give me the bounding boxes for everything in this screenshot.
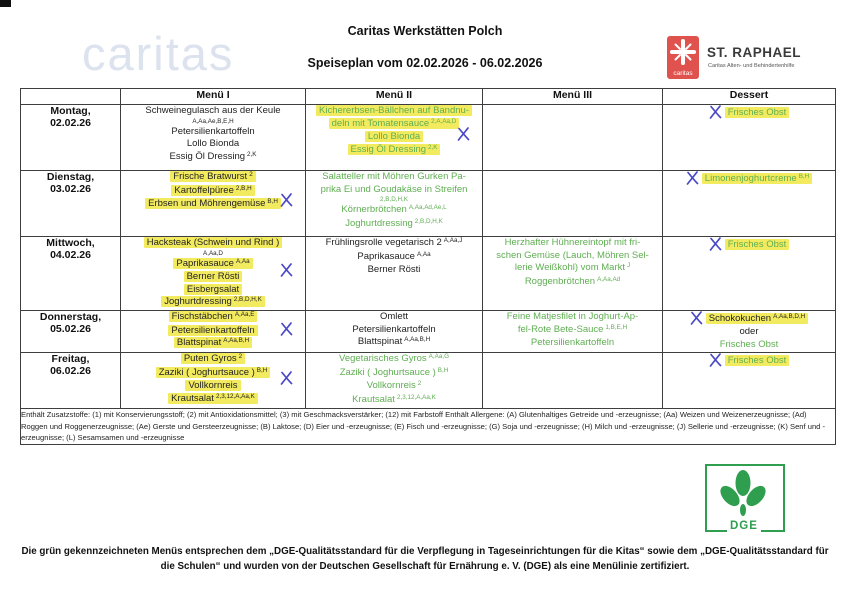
menu-line [306, 324, 482, 337]
menu-item-text: Vollkornreis [185, 380, 240, 391]
menu-line [663, 105, 835, 119]
allergen-codes: A,Aa,Ae,B,E,H [192, 117, 234, 125]
menu-ii-cell [306, 311, 483, 353]
allergen-codes: A,Aa [416, 250, 431, 258]
day-date: 02.02.26 [50, 117, 91, 129]
menu-line [121, 198, 305, 212]
menu-item-text: Salatteller mit Möhren Gurken Pa- [322, 171, 466, 182]
menu-line [663, 311, 835, 326]
menu-line [121, 367, 305, 381]
menu-line [483, 337, 662, 350]
allergen-codes: 1,B,E,H [605, 323, 628, 331]
menu-line [306, 394, 482, 408]
menu-i-cell [121, 171, 306, 237]
menu-item-text: Kichererbsen-Bällchen auf Bandnu- [316, 105, 472, 116]
menu-i-cell [121, 311, 306, 353]
dge-certification-note: Die grün gekennzeichneten Menüs entsprechen dem „DGE-Qualitätsstandard für die Verpflegung in Tageseinrichtungen für die Kitas“ sowie dem „DGE-Qualitätsstandard für die Schulen“ und wurden von der Deutschen Gesellschaft für Ernährung e. V. (DGE) als eine Menülinie zertifiziert. [21, 546, 829, 572]
allergen-codes: 2,B,D,H,K [414, 217, 443, 225]
menu-line [121, 380, 305, 393]
menu-line [306, 171, 482, 184]
allergen-codes: 2,3,12,A,Aa,K [396, 393, 436, 401]
menu-item-text: Feine Matjesfilet in Joghurt-Ap- [506, 311, 639, 322]
day-cell [21, 353, 121, 409]
menu-item-text: Petersilienkartoffeln [530, 337, 615, 348]
menu-line [306, 380, 482, 394]
menu-line [306, 353, 482, 367]
menu-line [121, 237, 305, 250]
menu-item-text: Frisches Obst [719, 338, 779, 350]
menu-item-text: Petersilienkartoffeln [168, 325, 257, 336]
menu-line [121, 258, 305, 272]
day-name: Donnerstag, [39, 311, 102, 323]
caritas-flame-icon [667, 36, 699, 79]
day-date: 06.02.26 [50, 365, 91, 377]
dessert-cell [663, 171, 836, 237]
menu-line [121, 271, 305, 284]
speiseplan-table-wrap [20, 88, 836, 445]
dge-label: DGE [727, 520, 761, 532]
menu-line [306, 264, 482, 277]
menu-line [121, 393, 305, 407]
menu-item-text: Schokokuchen $^{A,Aa,B,D,H}$ [706, 313, 809, 324]
menu-item-text: Herzhafter Hühnereintopf mit fri- [504, 237, 641, 248]
day-name: Freitag, [51, 353, 90, 365]
menu-line [121, 337, 305, 351]
menu-line [306, 311, 482, 324]
menu-line [121, 296, 305, 310]
day-date: 05.02.26 [50, 323, 91, 335]
menu-line [306, 336, 482, 350]
menu-item-text: Omlett [380, 311, 408, 322]
menu-item-text: Erbsen und Möhrengemüse $^{B,H}$ [145, 198, 281, 209]
header-row [21, 89, 836, 105]
menu-item-text: Frisches Obst [725, 239, 790, 250]
dessert-cell [663, 237, 836, 311]
table-row [21, 171, 836, 237]
day-date: 03.02.26 [50, 183, 91, 195]
day-name: Dienstag, [46, 171, 95, 183]
column-header: Menü I [121, 89, 306, 105]
menu-line [121, 311, 305, 325]
allergen-codes: A,Aa,G [428, 353, 449, 360]
handwritten-x-mark [709, 107, 722, 118]
handwritten-x-mark [457, 127, 470, 141]
column-header: Menü III [483, 89, 663, 105]
column-header [21, 89, 121, 105]
menu-item-text: Zaziki ( Joghurtsauce ) $^{B,H}$ [339, 366, 449, 378]
menu-item-text: Vollkornreis $^2$ [366, 380, 422, 391]
menu-line [121, 151, 305, 165]
day-date: 04.02.26 [50, 249, 91, 261]
day-cell [21, 311, 121, 353]
handwritten-x-mark [280, 193, 293, 207]
table-row [21, 311, 836, 353]
menu-item-text: Puten Gyros $^2$ [181, 353, 245, 364]
table-row [21, 237, 836, 311]
menu-item-text: Eisbergsalat [184, 284, 242, 295]
dge-logo [703, 462, 791, 542]
menu-line [121, 118, 305, 126]
menu-i-cell [121, 237, 306, 311]
menu-ii-cell [306, 353, 483, 409]
menu-line [121, 284, 305, 297]
allergen-codes: B,H [256, 366, 268, 374]
handwritten-x-mark [690, 313, 703, 324]
menu-item-text: lerie Weißkohl) vom Markt $^J$ [514, 262, 631, 273]
menu-line [121, 138, 305, 151]
menu-line [306, 131, 482, 144]
caritas-watermark: caritas [82, 27, 235, 80]
menu-line [121, 105, 305, 118]
allergen-codes: 2 [249, 171, 253, 178]
allergen-codes: B,H [267, 198, 278, 205]
menu-line [663, 326, 835, 339]
menu-item-text: Essig Öl Dressing $^{2,K}$ [169, 150, 257, 162]
allergen-codes: A,Aa,B,D,H [773, 312, 806, 320]
menu-line [121, 171, 305, 185]
day-cell [21, 171, 121, 237]
menu-line [483, 250, 662, 263]
handwritten-x-mark [280, 371, 293, 385]
column-header: Menü II [306, 89, 483, 105]
menu-item-text: Frische Bratwurst $^2$ [170, 171, 255, 182]
day-name: Montag, [50, 105, 91, 117]
menu-item-text: Lollo Bionda [365, 131, 423, 142]
menu-line [121, 325, 305, 338]
allergen-codes: B,H [798, 172, 810, 180]
allergen-codes: A,Aa,D [203, 249, 223, 257]
menu-item-text: Joghurtdressing $^{2,B,D,H,K}$ [161, 296, 265, 307]
allergen-codes: 2,B,D,H,K [233, 296, 262, 303]
menu-iii-cell [483, 311, 663, 353]
table-row [21, 353, 836, 409]
menu-line [663, 353, 835, 367]
menu-item-text: fel-Rote Bete-Sauce $^{1,B,E,H}$ [517, 323, 628, 335]
allergen-codes: B,H [437, 366, 449, 374]
dessert-cell [663, 105, 836, 171]
allergen-codes: A,Aa,Ad,Ae,L [408, 204, 447, 211]
menu-item-text: Joghurtdressing $^{2,B,D,H,K}$ [345, 217, 443, 229]
menu-i-cell [121, 105, 306, 171]
menu-item-text: Petersilienkartoffeln [171, 125, 255, 137]
footnote-row [21, 409, 836, 445]
menu-line [306, 105, 482, 118]
page-title: Caritas Werkstätten Polch [347, 24, 503, 38]
scan-artifact [0, 0, 11, 7]
allergen-codes: A,Aa,Ad [597, 275, 621, 283]
menu-line [121, 185, 305, 199]
menu-item-text: Limonenjoghurtcreme $^{B,H}$ [702, 173, 812, 184]
menu-item-text: Blattspinat $^{A,Aa,B,H}$ [174, 337, 252, 348]
allergen-codes: A,Aa,E [234, 311, 255, 318]
menu-line [306, 184, 482, 197]
svg-text:caritas: caritas [673, 70, 693, 77]
handwritten-x-mark [709, 355, 722, 366]
menu-line [121, 353, 305, 367]
allergen-codes: 2 [238, 353, 243, 360]
handwritten-x-mark [709, 239, 722, 250]
menu-item-text: oder [739, 326, 759, 338]
menu-item-text: Frühlingsrolle vegetarisch 2 $^{A,Aa,J}$ [325, 237, 463, 248]
menu-line [306, 196, 482, 204]
column-header: Dessert [663, 89, 836, 105]
allergen-codes: 2 [417, 380, 422, 387]
menu-item-text: Körnerbrötchen $^{A,Aa,Ad,Ae,L}$ [341, 204, 447, 215]
allergen-codes: 2,K [428, 143, 438, 151]
menu-item-text: Essig Öl Dressing $^{2,K}$ [348, 144, 441, 155]
allergen-codes: A,Aa,B,H [223, 337, 250, 344]
menu-line [121, 126, 305, 139]
dessert-cell [663, 353, 836, 409]
menu-item-text: deln mit Tomatensauce $^{2,A,Aa,D}$ [329, 118, 460, 129]
menu-item-text: Berner Rösti [367, 264, 421, 275]
handwritten-x-mark [686, 173, 699, 184]
speiseplan-table [20, 88, 836, 445]
page-subtitle: Speiseplan vom 02.02.2026 - 06.02.2026 [307, 56, 543, 70]
menu-item-text: prika Ei und Goudakäse in Streifen [320, 183, 468, 195]
menu-item-text: Berner Rösti [184, 271, 243, 282]
menu-line [306, 118, 482, 132]
handwritten-x-mark [280, 263, 293, 277]
menu-line [483, 262, 662, 276]
menu-item-text: Petersilienkartoffeln [352, 323, 436, 335]
table-row [21, 105, 836, 171]
menu-line [483, 311, 662, 324]
menu-line [483, 324, 662, 338]
menu-item-text: schen Gemüse (Lauch, Möhren Sel- [496, 249, 649, 261]
menu-item-text: Roggenbrötchen $^{A,Aa,Ad}$ [524, 275, 621, 287]
menu-line [306, 237, 482, 251]
menu-line [663, 339, 835, 352]
allergen-codes: 2,A,Aa,D [431, 117, 457, 125]
menu-item-text: Krautsalat $^{2,3,12,A,Aa,K}$ [168, 393, 258, 404]
menu-item-text: Hacksteak (Schwein und Rind ) [144, 237, 283, 248]
menu-line [121, 250, 305, 258]
menu-item-text: Blattspinat $^{A,Aa,B,H}$ [357, 336, 431, 347]
menu-line [306, 204, 482, 218]
dge-plant-icon [703, 464, 783, 526]
menu-iii-cell [483, 171, 663, 237]
menu-line [306, 251, 482, 265]
menu-item-text: Frisches Obst [725, 107, 790, 118]
allergen-codes: 2,K [247, 150, 257, 158]
menu-item-text: Zaziki ( Joghurtsauce ) $^{B,H}$ [156, 367, 271, 378]
allergen-codes: J [627, 262, 631, 269]
footnote: Enthält Zusatzstoffe: (1) mit Konservierungsstoff; (2) mit Antioxidationsmittel; (3) mit Geschmacksverstärker; (12) mit Farbstoff Enthält Allergene: (A) Glutenhaltiges Getreide und -erzeugnisse; (Aa) Weizen und Weizenerzeugnisse; (Ad) Roggen und Roggenerzeugnisse; (Ae) Gerste und Gersteerzeugnisse; (B) Laktose; (D) Eier und -erzeugnisse; (E) Fisch und -erzeugnisse; (G) Soja und -erzeugnisse; (H) Milch und -erzeugnisse; (J) Sellerie und -erzeugnisse; (K) Senf und -erzeugnisse; (L) Sesamsamen und -erzeugnisse [21, 409, 836, 445]
menu-i-cell [121, 353, 306, 409]
menu-ii-cell [306, 237, 483, 311]
menu-line [663, 171, 835, 186]
dessert-cell [663, 311, 836, 353]
menu-line [306, 367, 482, 381]
menu-iii-cell [483, 353, 663, 409]
menu-line [483, 237, 662, 250]
day-cell [21, 105, 121, 171]
menu-ii-cell [306, 105, 483, 171]
menu-iii-cell [483, 237, 663, 311]
menu-item-text: Krautsalat $^{2,3,12,A,Aa,K}$ [352, 393, 436, 405]
menu-item-text: Paprikasauce $^{A,Aa}$ [357, 250, 431, 262]
menu-item-text: Paprikasauce $^{A,Aa}$ [173, 258, 252, 269]
menu-item-text: Frisches Obst [725, 355, 790, 366]
menu-line [306, 218, 482, 232]
menu-line [483, 276, 662, 290]
allergen-codes: 2,B,H [235, 184, 252, 192]
menu-line [663, 237, 835, 251]
day-name: Mittwoch, [46, 237, 95, 249]
menu-item-text: Vegetarisches Gyros $^{A,Aa,G}$ [339, 353, 449, 364]
day-cell [21, 237, 121, 311]
menu-item-text: Fischstäbchen $^{A,Aa,E}$ [169, 311, 258, 322]
allergen-codes: 2,3,12,A,Aa,K [215, 392, 255, 400]
menu-item-text: Kartoffelpüree $^{2,B,H}$ [171, 185, 254, 196]
menu-item-text: Lollo Bionda [186, 138, 240, 149]
allergen-codes: A,Aa,J [443, 237, 463, 244]
allergen-codes: A,Aa,B,H [404, 336, 431, 343]
handwritten-x-mark [280, 322, 293, 336]
menu-ii-cell [306, 171, 483, 237]
org-subtitle: Caritas Alten- und Behindertenhilfe [708, 63, 795, 69]
menu-item-text: Schweinegulasch aus der Keule [145, 105, 281, 116]
menu-line [306, 144, 482, 158]
menu-iii-cell [483, 105, 663, 171]
org-name: ST. RAPHAEL [707, 45, 802, 60]
allergen-codes: A,Aa [235, 257, 250, 265]
allergen-codes: 2,B,D,H,K [380, 196, 408, 203]
